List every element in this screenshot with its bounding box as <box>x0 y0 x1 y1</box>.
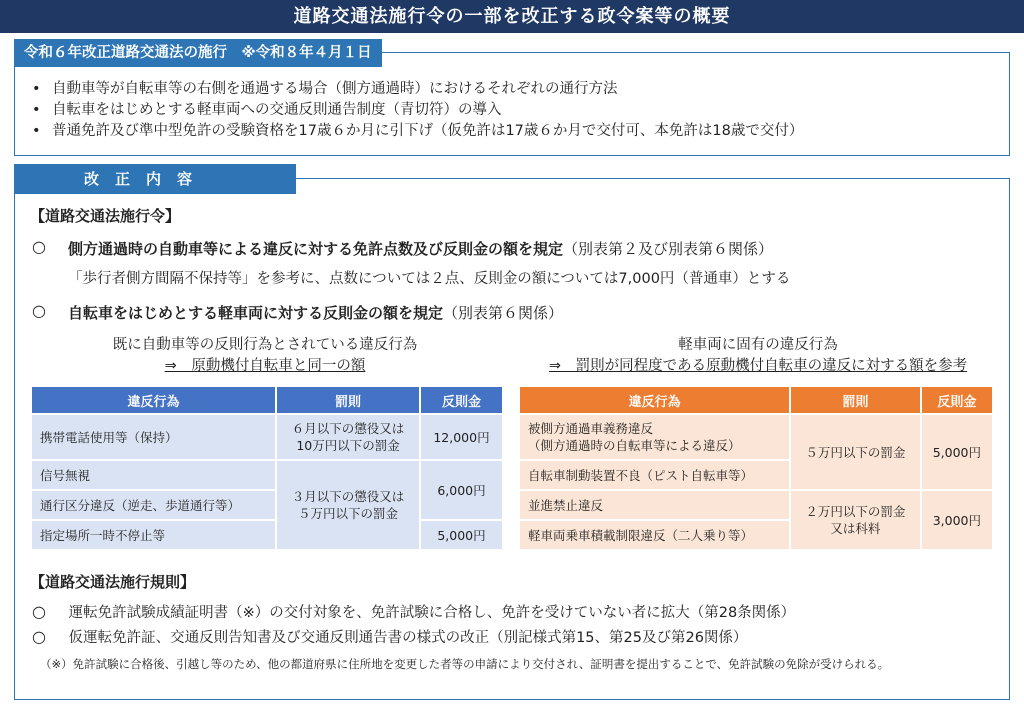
penalty-cell: ６月以下の懲役又は 10万円以下の罰金 <box>277 415 419 459</box>
item1-title: 側方通過時の自動車等による違反に対する免許点数及び反則金の額を規定 <box>68 240 564 258</box>
bullet-item: • 自動車等が自転車等の右側を通過する場合（側方通過時）におけるそれぞれの通行方法 <box>30 79 803 100</box>
right-caption-line2: ⇒ 罰則が同程度である原動機付自転車の違反に対する額を参考 <box>548 358 968 374</box>
table-header: 罰則 <box>277 387 419 413</box>
item1-detail: 「歩行者側方間隔不保持等」を参考に、点数については２点、反則金の額については7,000円（普通車）とする <box>68 271 791 287</box>
table-header: 違反行為 <box>520 387 789 413</box>
order-heading: 【道路交通法施行令】 <box>30 207 181 225</box>
fine-cell: 12,000円 <box>421 415 502 459</box>
page-title: 道路交通法施行令の一部を改正する政令案等の概要 <box>0 0 1024 33</box>
item2-ref: （別表第６関係） <box>443 304 564 322</box>
fine-cell: 5,000円 <box>922 415 992 489</box>
circle-marker: ○ <box>32 301 46 320</box>
item2 <box>68 302 563 323</box>
penalty-cell: ２万円以下の罰金 又は科料 <box>791 491 920 549</box>
violation-cell: 軽車両乗車積載制限違反（二人乗り等） <box>520 521 789 549</box>
item1 <box>68 238 773 259</box>
fine-cell: 3,000円 <box>922 491 992 549</box>
left-caption-line2: ⇒ 原動機付自転車と同一の額 <box>164 358 366 374</box>
violation-cell: 被側方通過車義務違反 （側方通過時の自転車等による違反） <box>520 415 789 459</box>
violation-cell: 携帯電話使用等（保持） <box>32 415 275 459</box>
rules-heading: 【道路交通法施行規則】 <box>30 573 196 591</box>
right-caption <box>515 333 1001 375</box>
right-caption-line1: 軽車両に固有の違反行為 <box>678 337 838 353</box>
rule-text: 仮運転免許証、交通反則告知書及び交通反則通告書の様式の改正（別記様式第15、第25及び第26関係） <box>68 630 748 646</box>
circle-marker: ○ <box>32 602 46 621</box>
violation-cell: 通行区分違反（逆走、歩道通行等） <box>32 491 275 519</box>
violation-cell: 指定場所一時不停止等 <box>32 521 275 549</box>
rule-item <box>32 600 795 625</box>
enforcement-bullets <box>30 79 803 142</box>
rule-text: 運転免許試験成績証明書（※）の交付対象を、免許試験に合格し、免許を受けていない者に拡大（第28条関係） <box>68 605 796 621</box>
left-caption-line1: 既に自動車等の反則行為とされている違反行為 <box>112 337 418 353</box>
left-fine-table <box>30 385 504 551</box>
footnote: （※）免許試験に合格後、引越し等のため、他の都道府県に住所地を変更した者等の申請により交付され、証明書を提出することで、免許試験の免除が受けられる。 <box>40 657 890 671</box>
bullet-item: • 自転車をはじめとする軽車両への交通反則通告制度（青切符）の導入 <box>30 100 803 121</box>
rule-item <box>32 625 795 650</box>
violation-cell: 自転車制動装置不良（ピスト自転車等） <box>520 461 789 489</box>
violation-cell: 並進禁止違反 <box>520 491 789 519</box>
item2-title: 自転車をはじめとする軽車両に対する反則金の額を規定 <box>68 304 444 322</box>
enforcement-tab: 令和６年改正道路交通法の施行 ※令和８年４月１日 <box>14 39 382 67</box>
bullet-item: • 普通免許及び準中型免許の受験資格を17歳６か月に引下げ（仮免許は17歳６か月で交付可、本免許は18歳で交付） <box>30 121 803 142</box>
penalty-cell: ３月以下の懲役又は ５万円以下の罰金 <box>277 461 419 549</box>
revision-tab: 改正内容 <box>14 164 296 194</box>
left-caption <box>32 333 498 375</box>
violation-cell: 信号無視 <box>32 461 275 489</box>
right-fine-table <box>518 385 994 551</box>
circle-marker: ○ <box>32 627 46 646</box>
table-header: 反則金 <box>922 387 992 413</box>
table-header: 罰則 <box>791 387 920 413</box>
item1-ref: （別表第２及び別表第６関係） <box>563 240 774 258</box>
table-header: 反則金 <box>421 387 502 413</box>
fine-cell: 6,000円 <box>421 461 502 519</box>
circle-marker: ○ <box>32 237 46 256</box>
rules-list <box>32 600 795 650</box>
table-header: 違反行為 <box>32 387 275 413</box>
penalty-cell: ５万円以下の罰金 <box>791 415 920 489</box>
fine-cell: 5,000円 <box>421 521 502 549</box>
